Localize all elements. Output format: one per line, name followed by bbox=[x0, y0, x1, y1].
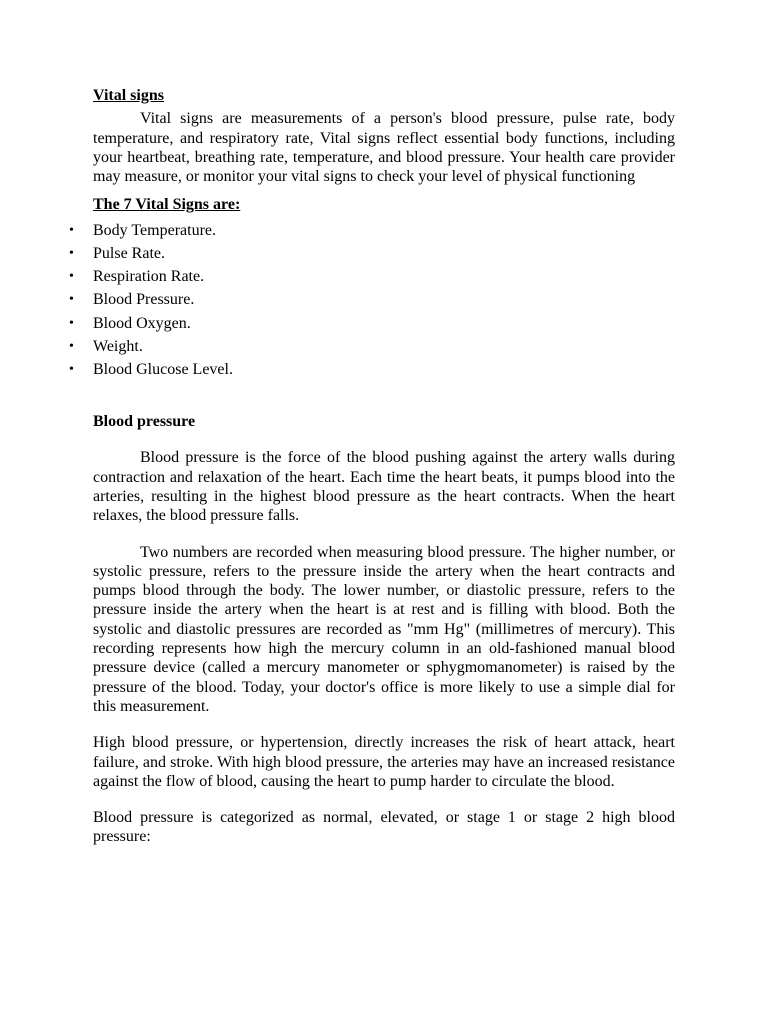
list-item-label: Blood Pressure. bbox=[93, 291, 195, 309]
list-item bbox=[69, 288, 675, 311]
bullet-icon: • bbox=[69, 245, 74, 261]
vital-signs-paragraph: Vital signs are measurements of a person's blood pressure, pulse rate, body temperature, and respiratory rate, Vital signs reflect essential body functions, including your heartbeat, breathing rate, temperature, and blood pressure. Your health care provider may measure, or monitor your vital signs to check your level of physical functioning bbox=[93, 110, 675, 186]
list-item bbox=[69, 265, 675, 288]
vital-signs-list bbox=[69, 219, 675, 381]
bullet-icon: • bbox=[69, 269, 74, 285]
list-item bbox=[69, 242, 675, 265]
bullet-icon: • bbox=[69, 222, 74, 238]
bullet-icon: • bbox=[69, 292, 74, 308]
section-title-blood-pressure: Blood pressure bbox=[93, 413, 196, 431]
document-page bbox=[69, 86, 675, 847]
bullet-icon: • bbox=[69, 361, 74, 377]
bullet-icon: • bbox=[69, 338, 74, 354]
blood-pressure-paragraph-4: Blood pressure is categorized as normal, elevated, or stage 1 or stage 2 high blood pressure: bbox=[93, 809, 675, 846]
list-item bbox=[69, 358, 675, 381]
blood-pressure-paragraph-3: High blood pressure, or hypertension, directly increases the risk of heart attack, heart failure, and stroke. With high blood pressure, the arteries may have an increased resistance against the flow of blood, causing the heart to pump harder to circulate the blood. bbox=[93, 734, 675, 790]
section-title-vital-signs: Vital signs bbox=[93, 87, 164, 104]
list-item-label: Blood Glucose Level. bbox=[93, 360, 233, 378]
list-title: The 7 Vital Signs are: bbox=[93, 196, 241, 214]
list-item-label: Pulse Rate. bbox=[93, 244, 165, 262]
list-item-label: Blood Oxygen. bbox=[93, 314, 191, 332]
list-item-label: Respiration Rate. bbox=[93, 268, 205, 286]
list-item bbox=[69, 219, 675, 242]
list-item bbox=[69, 312, 675, 335]
list-item bbox=[69, 335, 675, 358]
list-item-label: Weight. bbox=[93, 337, 143, 355]
blood-pressure-paragraph-1: Blood pressure is the force of the blood pushing against the artery walls during contraction and relaxation of the heart. Each time the heart beats, it pumps blood into the arteries, resulting in the highest blood pressure as the heart contracts. When the heart relaxes, the blood pressure falls. bbox=[93, 449, 675, 525]
bullet-icon: • bbox=[69, 315, 74, 331]
blood-pressure-paragraph-2: Two numbers are recorded when measuring blood pressure. The higher number, or systolic pressure, refers to the pressure inside the artery when the heart contracts and pumps blood through the body. The lower number, or diastolic pressure, refers to the pressure inside the artery when the heart is at rest and is filling with blood. Both the systolic and diastolic pressures are recorded as "mm Hg" (millimetres of mercury). This recording represents how high the mercury column in an old-fashioned manual blood pressure device (called a mercury manometer or sphygmomanometer) is raised by the pressure of the blood. Today, your doctor's office is more likely to use a simple dial for this measurement. bbox=[93, 543, 675, 715]
list-item-label: Body Temperature. bbox=[93, 221, 216, 239]
